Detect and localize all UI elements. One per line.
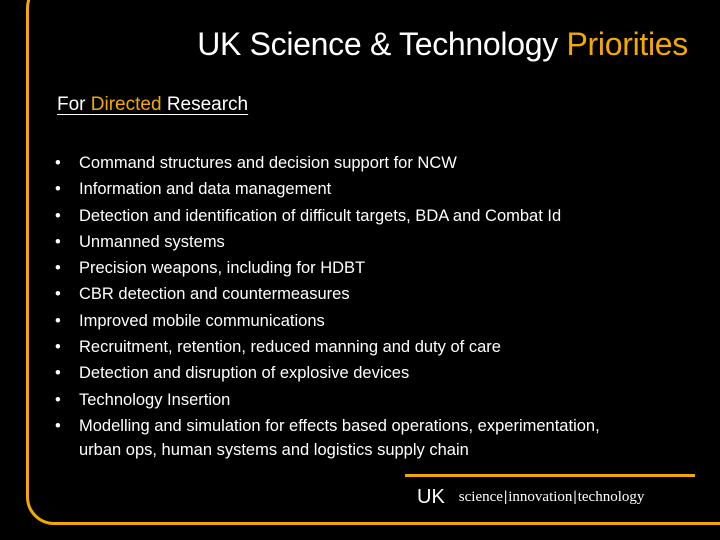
- list-item: [55, 387, 695, 413]
- bullet-marker: •: [55, 154, 61, 172]
- list-item: [55, 308, 695, 334]
- list-item: [55, 255, 695, 281]
- bullet-marker: •: [55, 311, 61, 330]
- list-item-text: Information and data management: [79, 180, 332, 199]
- title-main: UK Science & Technology: [197, 26, 558, 62]
- list-item-text: CBR detection and countermeasures: [79, 285, 350, 304]
- footer-tagline: [459, 489, 645, 506]
- subtitle-prefix: For: [57, 94, 86, 115]
- list-item: [55, 229, 695, 255]
- list-item-text: Modelling and simulation for effects based operations, experimentation,: [79, 416, 600, 435]
- bullet-marker: •: [55, 206, 61, 225]
- tagline-technology: technology: [577, 489, 645, 505]
- slide-title: [197, 26, 688, 63]
- list-item-text: Technology Insertion: [79, 390, 231, 409]
- bullet-marker: •: [55, 416, 61, 435]
- list-item-text: Recruitment, retention, reduced manning and duty of care: [79, 338, 501, 357]
- list-item: [55, 413, 695, 462]
- bullet-marker: •: [55, 232, 61, 251]
- list-item-text: Detection and identification of difficult targets, BDA and Combat Id: [79, 206, 562, 225]
- tagline-science: science: [458, 489, 503, 505]
- list-item: [55, 360, 695, 386]
- list-item-text: Detection and disruption of explosive devices: [79, 364, 410, 383]
- bullet-marker: •: [55, 390, 61, 409]
- bullet-marker: •: [55, 285, 61, 304]
- list-item: [55, 281, 695, 307]
- list-item-text: Precision weapons, including for HDBT: [79, 259, 366, 278]
- footer-uk-logo: UK: [417, 486, 445, 508]
- bullet-marker: •: [55, 180, 61, 199]
- tagline-separator: |: [573, 489, 577, 505]
- list-item: [55, 203, 695, 229]
- list-item: [55, 176, 695, 202]
- list-item-text: Command structures and decision support for NCW: [79, 154, 457, 172]
- tagline-separator: |: [503, 489, 508, 505]
- list-item: [55, 150, 695, 176]
- list-item-text: Improved mobile communications: [79, 311, 325, 330]
- list-item: [55, 334, 695, 360]
- bullet-marker: •: [55, 259, 61, 278]
- tagline-innovation: innovation: [508, 489, 573, 505]
- title-accent: Priorities: [566, 26, 688, 62]
- bullet-marker: •: [55, 364, 61, 383]
- list-item-text: Unmanned systems: [79, 232, 225, 251]
- bullet-marker: •: [55, 338, 61, 357]
- priority-list: [55, 150, 695, 462]
- section-heading: [57, 94, 248, 116]
- subtitle-suffix: Research: [166, 94, 249, 115]
- list-item-continuation: urban ops, human systems and logistics supply chain: [79, 441, 469, 460]
- subtitle-accent: Directed: [90, 94, 162, 115]
- footer-branding: [405, 474, 695, 518]
